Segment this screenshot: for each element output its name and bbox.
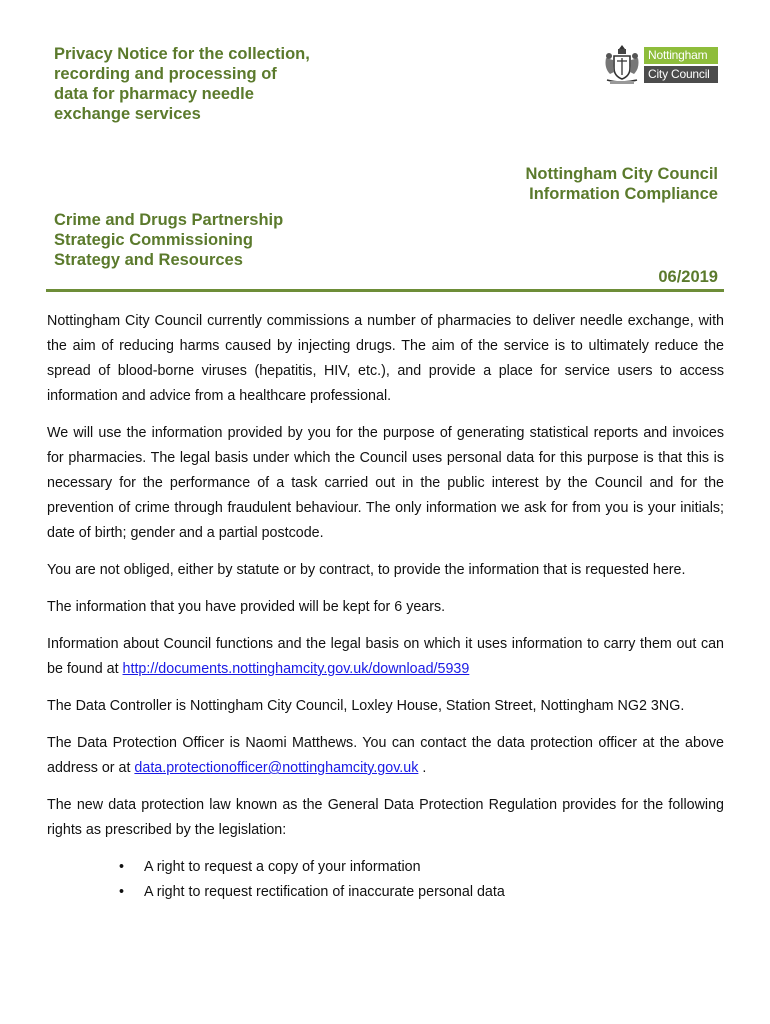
title-line: data for pharmacy needle — [54, 85, 254, 103]
dpo-email-link[interactable]: data.protectionofficer@nottinghamcity.gov.uk — [134, 760, 419, 776]
dept-line: Strategic Commissioning — [54, 231, 253, 249]
title-line: Privacy Notice for the collection, — [54, 45, 310, 63]
dpo-text-end: . — [418, 760, 427, 776]
document-body — [47, 309, 724, 905]
title-line: recording and processing of — [54, 65, 277, 83]
right-text: A right to request a copy of your information — [144, 859, 421, 875]
logo-text-city-council: City Council — [644, 66, 718, 83]
council-functions-link[interactable]: http://documents.nottinghamcity.gov.uk/download/5939 — [122, 661, 470, 677]
paragraph-legal-basis: We will use the information provided by you for the purpose of generating statistical reports and invoices for pharmacies. The legal basis under which the Council uses personal data for this purpose is that this is necessary for the performance of a task carried out in the public interest by the Council and for the prevention of crime through fraudulent behaviour. The only information we ask for from you is your initials; date of birth; gender and a partial postcode. — [47, 425, 724, 541]
org-line: Information Compliance — [529, 185, 718, 203]
bullet-icon: • — [119, 859, 125, 875]
dept-line: Strategy and Resources — [54, 251, 243, 269]
nottingham-city-council-logo — [602, 42, 722, 86]
document-title — [54, 44, 384, 124]
right-text: A right to request rectification of inaccurate personal data — [144, 884, 505, 900]
document-date: 06/2019 — [658, 268, 718, 286]
paragraph-not-obliged: You are not obliged, either by statute or by contract, to provide the information that is requested here. — [47, 562, 686, 578]
paragraph-service-purpose: Nottingham City Council currently commissions a number of pharmacies to deliver needle exchange, with the aim of reducing harms caused by injecting drugs. The aim of the service is to ultimately reduce the spread of blood-borne viruses (hepatitis, HIV, etc.), and provide a place for service users to access information and advice from a healthcare professional. — [47, 313, 724, 404]
bullet-icon: • — [119, 884, 125, 900]
org-line: Nottingham City Council — [525, 165, 718, 183]
list-item — [47, 880, 724, 905]
council-functions-text: Information about Council functions and the legal basis on which it uses information to carry them out can be found at — [47, 636, 724, 677]
paragraph-gdpr-rights: The new data protection law known as the General Data Protection Regulation provides for the following rights as prescribed by the legislation: — [47, 797, 724, 838]
title-line: exchange services — [54, 105, 201, 123]
dept-line: Crime and Drugs Partnership — [54, 211, 284, 229]
logo-text-nottingham: Nottingham — [644, 47, 718, 64]
paragraph-data-controller: The Data Controller is Nottingham City Council, Loxley House, Station Street, Nottingham NG2 3NG. — [47, 698, 685, 714]
dpo-text: The Data Protection Officer is Naomi Matthews. You can contact the data protection officer at the above address or at — [47, 735, 724, 776]
department-block — [54, 210, 283, 270]
header-divider — [46, 289, 724, 292]
coat-of-arms-icon — [602, 42, 642, 86]
paragraph-retention: The information that you have provided will be kept for 6 years. — [47, 599, 446, 615]
paragraph-council-functions — [47, 632, 724, 682]
rights-list — [47, 855, 724, 905]
list-item — [47, 855, 724, 880]
issuing-organisation — [526, 164, 719, 204]
paragraph-dpo — [47, 731, 724, 781]
